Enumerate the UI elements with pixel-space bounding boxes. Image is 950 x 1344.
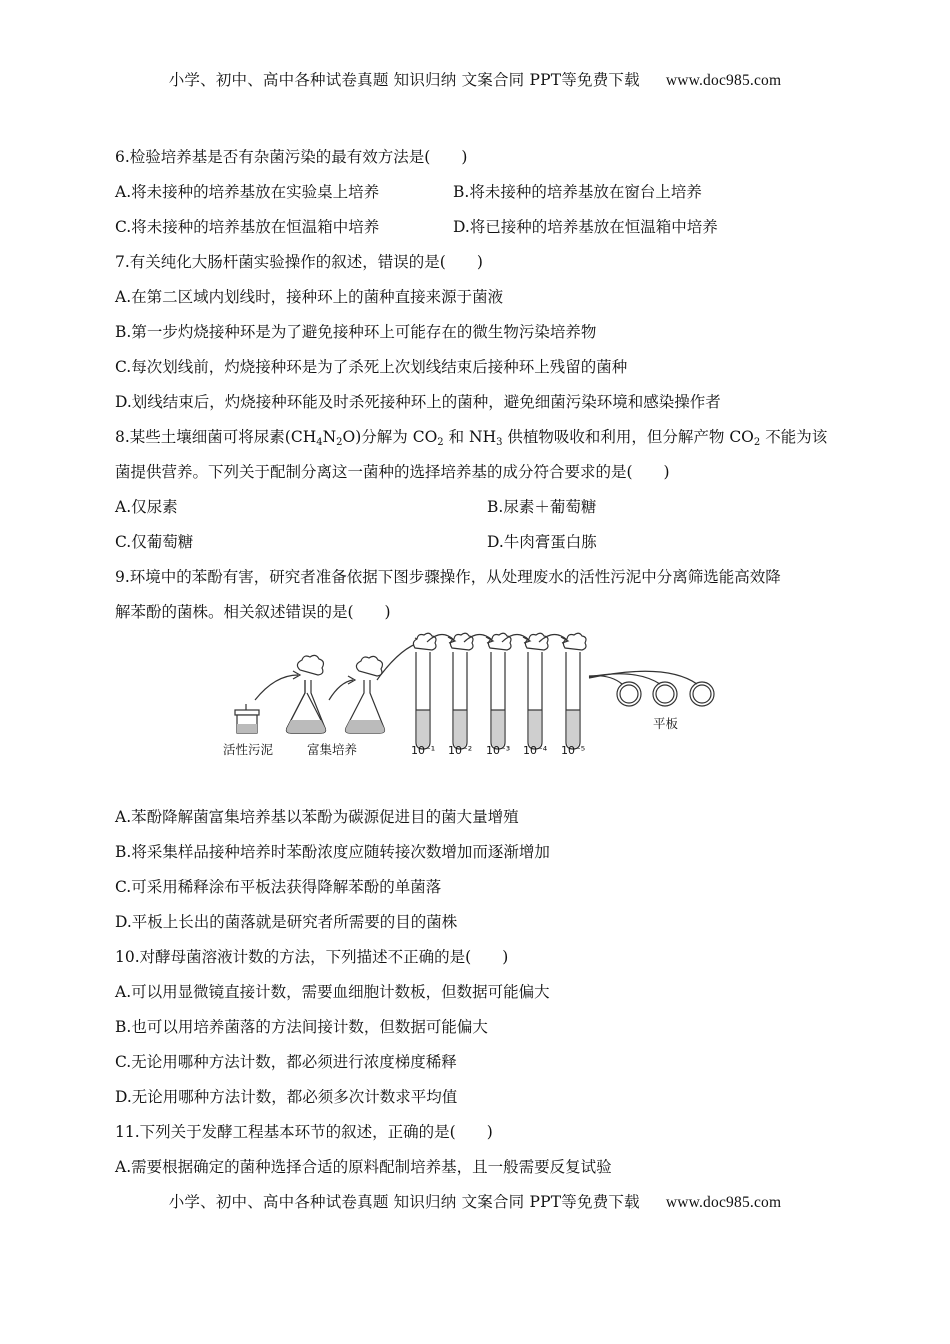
arrow-sludge-to-flask <box>255 675 298 700</box>
q9-stem-line2: 解苯酚的菌株。相关叙述错误的是( ) <box>115 603 391 621</box>
q10-option-d: D.无论用哪种方法计数，都必须多次计数求平均值 <box>115 1088 458 1106</box>
enrichment-flask-2 <box>346 656 385 733</box>
q7-option-a: A.在第二区域内划线时，接种环上的菌种直接来源于菌液 <box>115 288 504 306</box>
q6-option-d: D.将已接种的培养基放在恒温箱中培养 <box>453 218 718 236</box>
sludge-beaker <box>235 704 259 733</box>
q11-stem: 11.下列关于发酵工程基本环节的叙述，正确的是( ) <box>115 1123 493 1141</box>
header-text: 小学、初中、高中各种试卷真题 知识归纳 文案合同 PPT等免费下载 <box>168 71 640 89</box>
q6-options-row1 <box>115 175 845 210</box>
q7-stem: 7.有关纯化大肠杆菌实验操作的叙述，错误的是( ) <box>115 253 483 271</box>
q9-option-b: B.将采集样品接种培养时苯酚浓度应随转接次数增加而逐渐增加 <box>115 843 550 861</box>
q6-option-b: B.将未接种的培养基放在窗台上培养 <box>453 183 702 201</box>
q8-option-c: C.仅葡萄糖 <box>115 533 194 551</box>
q9-option-a: A.苯酚降解菌富集培养基以苯酚为碳源促进目的菌大量增殖 <box>115 808 519 826</box>
q6-option-c: C.将未接种的培养基放在恒温箱中培养 <box>115 218 380 236</box>
dilution-tubes <box>413 633 586 749</box>
header-site: www.doc985.com <box>665 72 782 89</box>
q10-stem: 10.对酵母菌溶液计数的方法，下列描述不正确的是( ) <box>115 948 509 966</box>
q7-option-c: C.每次划线前，灼烧接种环是为了杀死上次划线结束后接种环上残留的菌种 <box>115 358 628 376</box>
page-header <box>0 68 950 90</box>
dilution-label: 10⁻¹ <box>411 744 436 757</box>
q8-options-row2 <box>115 525 845 560</box>
dilution-tube <box>563 633 586 749</box>
isolation-procedure-diagram <box>115 630 845 800</box>
q9-diagram <box>115 630 845 800</box>
q8-options-row1 <box>115 490 845 525</box>
q9-stem-line1: 9.环境中的苯酚有害，研究者准备依据下图步骤操作，从处理废水的活性污泥中分离筛选能高效降 <box>115 568 781 586</box>
q7-option-b: B.第一步灼烧接种环是为了避免接种环上可能存在的微生物污染培养物 <box>115 323 597 341</box>
q9-option-d: D.平板上长出的菌落就是研究者所需要的目的菌株 <box>115 913 458 931</box>
q8-option-a: A.仅尿素 <box>115 498 178 516</box>
q8-stem-line1: 8.某些土壤细菌可将尿素$(CH_4N_2O)$分解为 $CO_2$ 和 $NH_3$ 供植物吸收和利用，但分解产物 $CO_2$ 不能为该 <box>115 428 828 448</box>
label-enrichment: 富集培养 <box>307 742 358 757</box>
enrichment-flask-1 <box>287 655 326 733</box>
plates <box>589 671 714 706</box>
page-footer <box>0 1190 950 1212</box>
q6-options-row2 <box>115 210 845 245</box>
footer-text: 小学、初中、高中各种试卷真题 知识归纳 文案合同 PPT等免费下载 <box>168 1193 640 1211</box>
question-content <box>115 140 845 1185</box>
dilution-label: 10⁻⁵ <box>561 744 586 757</box>
dilution-label: 10⁻² <box>448 744 473 757</box>
q6-option-a: A.将未接种的培养基放在实验桌上培养 <box>115 183 380 201</box>
dilution-tube <box>525 633 548 749</box>
dilution-label: 10⁻³ <box>486 744 511 757</box>
dilution-tube <box>488 633 511 749</box>
q8-stem-line2: 菌提供营养。下列关于配制分离这一菌种的选择培养基的成分符合要求的是( ) <box>115 463 670 481</box>
q8-option-b: B.尿素＋葡萄糖 <box>487 498 597 516</box>
dilution-tube <box>450 633 473 749</box>
q10-option-b: B.也可以用培养菌落的方法间接计数，但数据可能偏大 <box>115 1018 488 1036</box>
dilution-tube <box>413 633 436 749</box>
dilution-label: 10⁻⁴ <box>523 744 548 757</box>
q6-stem: 6.检验培养基是否有杂菌污染的最有效方法是( ) <box>115 148 468 166</box>
q7-option-d: D.划线结束后，灼烧接种环能及时杀死接种环上的菌种，避免细菌污染环境和感染操作者 <box>115 393 721 411</box>
q11-option-a: A.需要根据确定的菌种选择合适的原料配制培养基，且一般需要反复试验 <box>115 1158 612 1176</box>
q9-option-c: C.可采用稀释涂布平板法获得降解苯酚的单菌落 <box>115 878 442 896</box>
label-plate: 平板 <box>653 716 679 731</box>
q10-option-a: A.可以用显微镜直接计数，需要血细胞计数板，但数据可能偏大 <box>115 983 550 1001</box>
label-sludge: 活性污泥 <box>223 742 274 757</box>
q8-option-d: D.牛肉膏蛋白胨 <box>487 533 597 551</box>
q10-option-c: C.无论用哪种方法计数，都必须进行浓度梯度稀释 <box>115 1053 457 1071</box>
footer-site: www.doc985.com <box>665 1194 782 1211</box>
